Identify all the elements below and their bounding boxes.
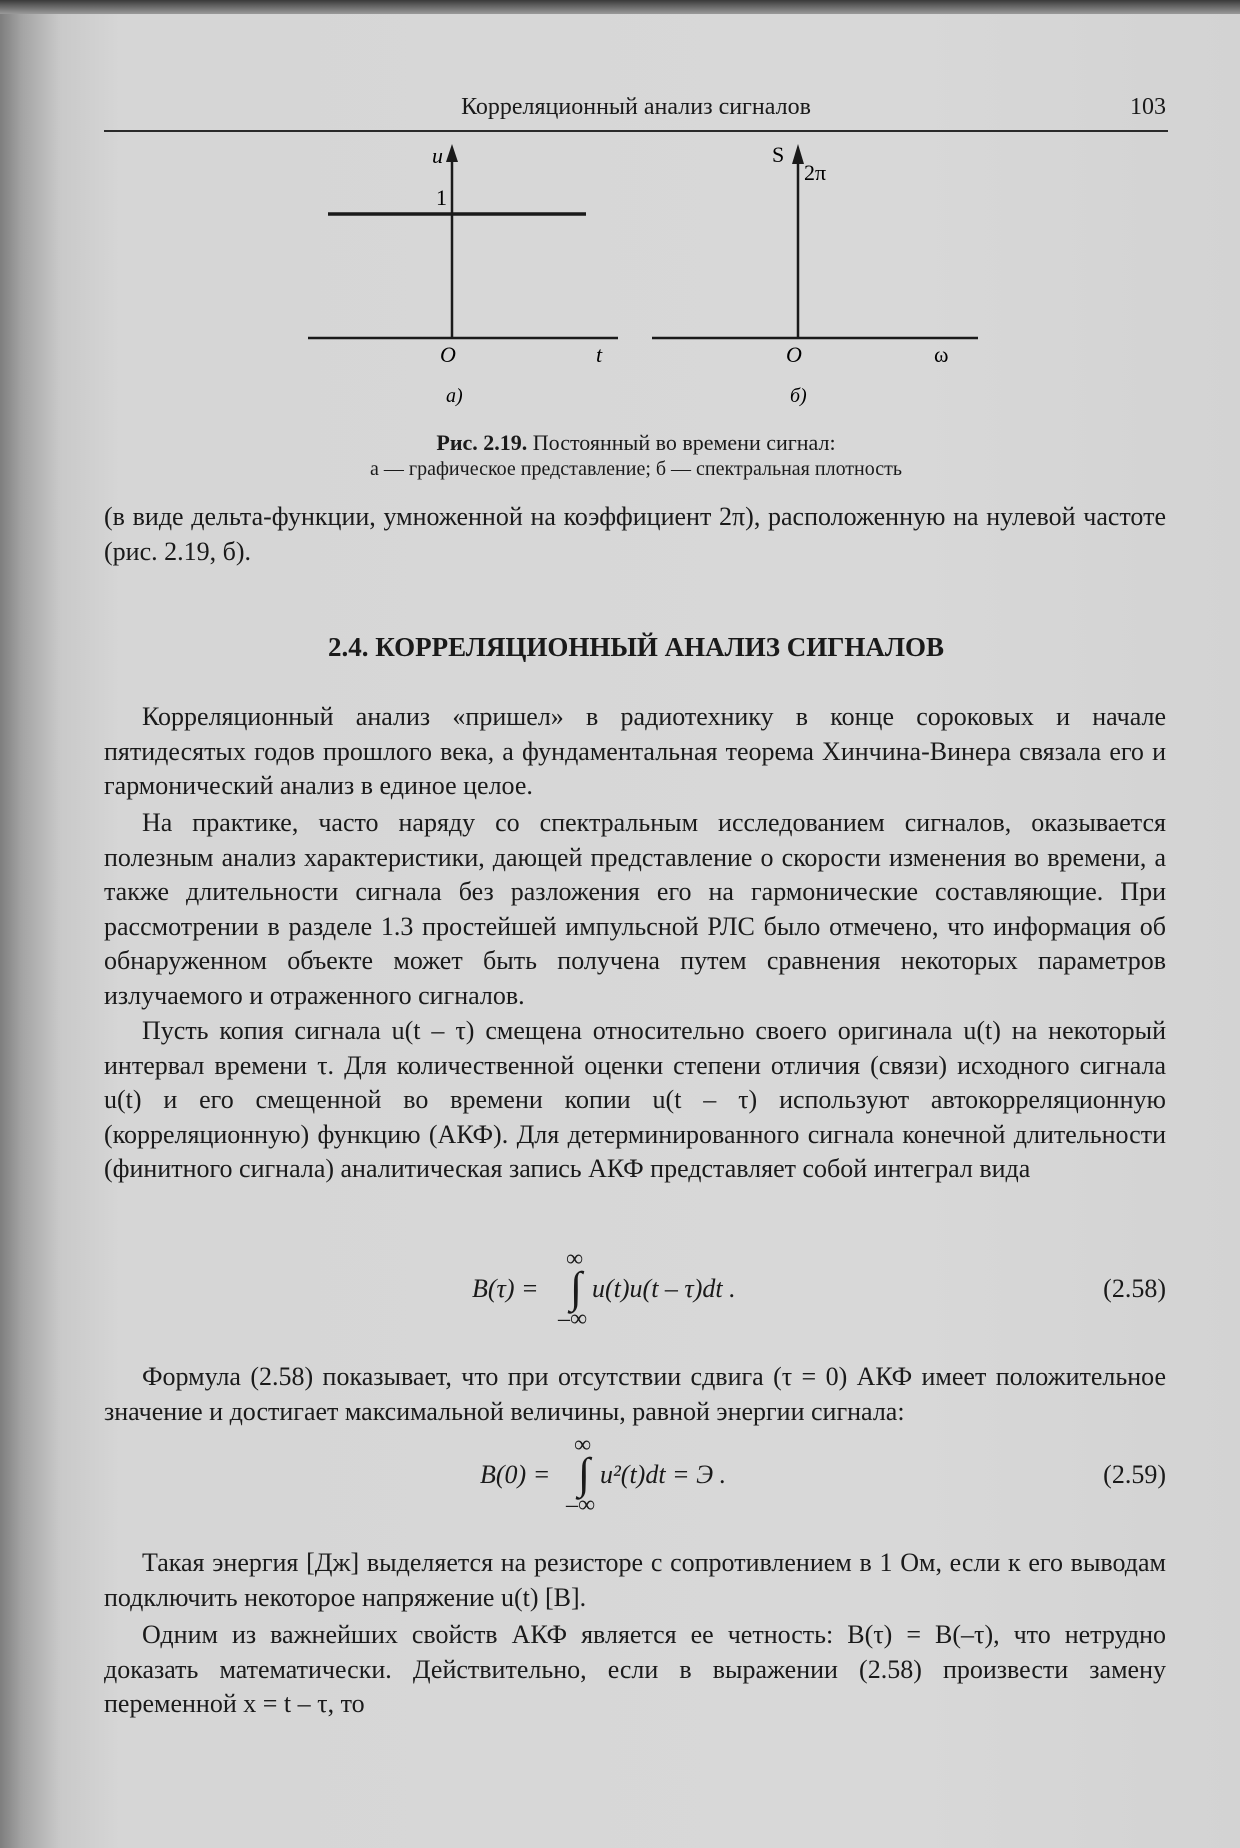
left-level-label: 1 bbox=[436, 185, 447, 210]
eq259-lhs: B(0) = bbox=[480, 1460, 551, 1489]
paragraph-5-text: Такая энергия [Дж] выделяется на резисторе с сопротивлением в 1 Ом, если к его выводам подключить некоторое напряжение u(t) [В]. bbox=[104, 1548, 1166, 1612]
caption-number: Рис. 2.19. bbox=[436, 430, 528, 455]
left-y-axis-label: u bbox=[432, 143, 443, 168]
paragraph-4-text: Формула (2.58) показывает, что при отсутствии сдвига (τ = 0) АКФ имеет положительное значение и достигает максимальной величины, равной энергии сигнала: bbox=[104, 1362, 1166, 1426]
eq258-lhs: B(τ) = bbox=[472, 1274, 539, 1303]
figure-2-19 bbox=[0, 0, 1240, 430]
eq259-lower-limit: –∞ bbox=[566, 1492, 596, 1518]
impulse-weight-label: 2π bbox=[804, 160, 827, 185]
right-origin-label: O bbox=[786, 342, 802, 367]
paragraph-6 bbox=[104, 1618, 1166, 1722]
left-plot bbox=[308, 143, 618, 407]
right-panel-label: б) bbox=[790, 385, 807, 407]
paragraph-continuation: (в виде дельта-функции, умноженной на коэффициент 2π), расположенную на нулевой частоте (рис. 2.19, б). bbox=[104, 502, 1166, 566]
paragraph-6-text: Одним из важнейших свойств АКФ является ее четность: B(τ) = B(–τ), что нетрудно доказать математически. Действительно, если в выражении (2.58) произвести замену переменной x = t – τ, то bbox=[104, 1620, 1166, 1718]
paragraph-3-text: Пусть копия сигнала u(t – τ) смещена относительно своего оригинала u(t) на некоторый интервал времени τ. Для количественной оценки степени отличия (связи) исходного сигнала u(t) и его смещенной во времени копии u(t – τ) используют автокорреляционную (корреляционную) функцию (АКФ). Для детерминированного сигнала конечной длительности (финитного сигнала) аналитическая запись АКФ представляет собой интеграл вида bbox=[104, 1016, 1166, 1183]
eq259-integral-sign: ∫ bbox=[578, 1449, 591, 1498]
running-title: Корреляционный анализ сигналов bbox=[461, 94, 811, 120]
paragraph-2-text: На практике, часто наряду со спектральным исследованием сигналов, оказывается полезным анализ характеристики, дающей представление о скорости изменения во времени, а также длительности сигнала без разложения его на гармонические составляющие. При рассмотрении в разделе 1.3 простейшей импульсной РЛС было отмечено, что информация об обнаруженном объекте может быть получена путем сравнения некоторых параметров излучаемого и отраженного сигналов. bbox=[104, 808, 1166, 1010]
paragraph-1-text: Корреляционный анализ «пришел» в радиотехнику в конце сороковых и начале пятидесятых годов прошлого века, а фундаментальная теорема Хинчина-Винера связала его и гармонический анализ в единое целое. bbox=[104, 702, 1166, 800]
equation-2-59 bbox=[104, 1432, 1168, 1522]
figure-caption-subtitle: а — графическое представление; б — спектральная плотность bbox=[370, 458, 902, 480]
equation-2-58 bbox=[104, 1246, 1168, 1336]
delta-impulse-arrow bbox=[792, 144, 804, 164]
left-origin-label: O bbox=[440, 342, 456, 367]
eq259-integrand: u²(t)dt = Э . bbox=[600, 1460, 727, 1489]
eq259-number: (2.59) bbox=[1103, 1460, 1166, 1489]
figure-caption bbox=[104, 430, 1168, 456]
eq258-integral-sign: ∫ bbox=[570, 1263, 583, 1312]
page-number: 103 bbox=[1130, 94, 1166, 120]
caption-title: Постоянный во времени сигнал: bbox=[532, 430, 836, 455]
eq259-upper-limit: ∞ bbox=[574, 1432, 592, 1458]
eq258-upper-limit: ∞ bbox=[566, 1246, 584, 1272]
right-plot bbox=[652, 142, 978, 407]
paragraph-4 bbox=[104, 1360, 1166, 1429]
left-panel-label: а) bbox=[446, 385, 463, 407]
right-x-axis-label: ω bbox=[934, 342, 949, 367]
left-x-axis-label: t bbox=[596, 342, 603, 367]
paragraph-5 bbox=[104, 1546, 1166, 1615]
eq258-integrand: u(t)u(t – τ)dt . bbox=[592, 1274, 736, 1303]
paragraph-2 bbox=[104, 806, 1166, 1013]
right-y-axis-label: S bbox=[772, 142, 785, 167]
left-y-arrow bbox=[446, 144, 458, 162]
paragraph-3 bbox=[104, 1014, 1166, 1187]
paragraph-1 bbox=[104, 700, 1166, 804]
section-heading: 2.4. КОРРЕЛЯЦИОННЫЙ АНАЛИЗ СИГНАЛОВ bbox=[327, 632, 945, 662]
eq258-lower-limit: –∞ bbox=[558, 1306, 588, 1332]
eq258-number: (2.58) bbox=[1103, 1274, 1166, 1303]
